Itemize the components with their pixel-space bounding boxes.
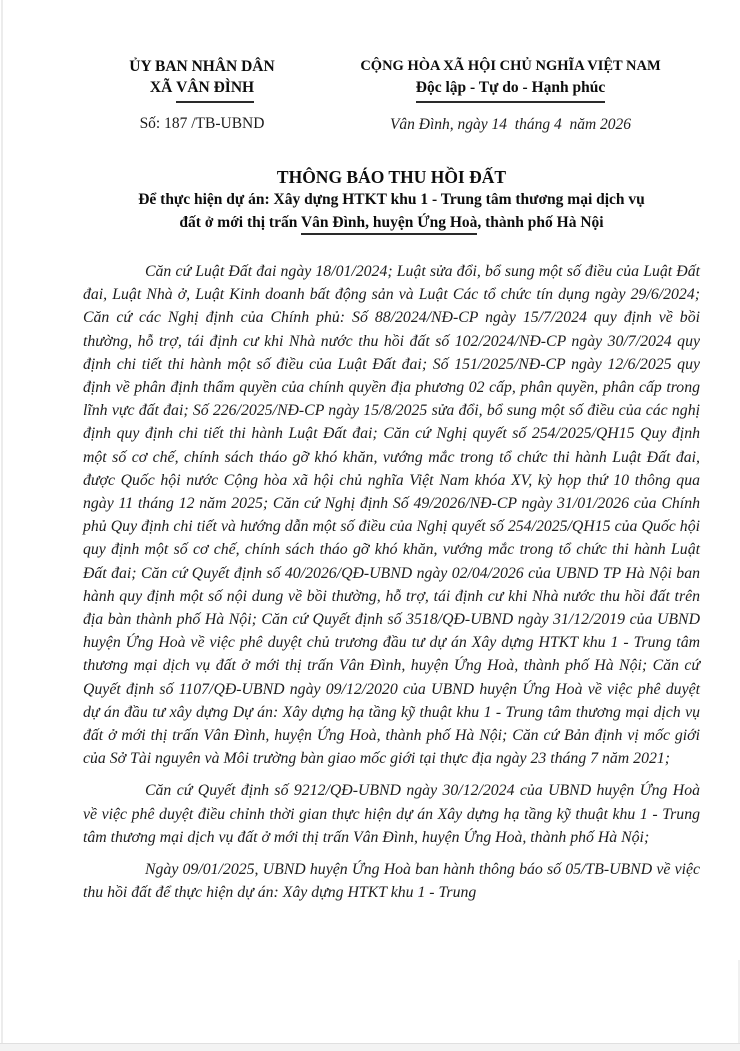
issuing-authority-unit — [83, 77, 321, 98]
document-subtitle-line1: Để thực hiện dự án: Xây dựng HTKT khu 1 - Trung tâm thương mại dịch vụ — [138, 191, 645, 208]
national-motto-line2-wrap — [321, 77, 700, 103]
national-motto-line1: CỘNG HÒA XÃ HỘI CHỦ NGHĨA VIỆT NAM — [360, 58, 661, 74]
national-motto-line2: Độc lập - Tự do - Hạnh phúc — [416, 77, 605, 103]
legal-basis-paragraph: Căn cứ Luật Đất đai ngày 18/01/2024; Luật sửa đổi, bổ sung một số điều của Luật Đất đai, Luật Nhà ở, Luật Kinh doanh bất động sản và Luật Các tổ chức tín dụng ngày 29/6/2024; Căn cứ các Nghị định của Chính phủ: Số 88/2024/NĐ-CP ngày 15/7/2024 quy định về bồi thường, hỗ trợ, tái định cư khi Nhà nước thu hồi đất số 102/2024/NĐ-CP ngày 30/7/2024 quy định chi tiết thi hành một số điều của Luật Đất đai; Số 151/2025/NĐ-CP ngày 12/6/2025 quy định về phân định thẩm quyền của chính quyền địa phương 02 cấp, phân quyền, phân cấp trong lĩnh vực đất đai; Số 226/2025/NĐ-CP ngày 15/8/2025 sửa đổi, bổ sung một số điều của các nghị định quy định chi tiết thi hành Luật Đất đai; Căn cứ Nghị quyết số 254/2025/QH15 Quy định một số cơ chế, chính sách tháo gỡ khó khăn, vướng mắc trong tổ chức thi hành Luật Đất đai, được Quốc hội nước Cộng hòa xã hội chủ nghĩa Việt Nam khóa XV, kỳ họp thứ 10 thông qua ngày 11 tháng 12 năm 2025; Căn cứ Nghị định Số 49/2026/NĐ-CP ngày 31/01/2026 của Chính phủ Quy định chi tiết và hướng dẫn một số điều của Nghị quyết số 254/2025/QH15 của Quốc hội quy định một số cơ chế, chính sách tháo gỡ khó khăn, vướng mắc trong tổ chức thi hành Luật Đất đai; Căn cứ Quyết định số 40/2026/QĐ-UBND ngày 02/04/2026 của UBND TP Hà Nội ban hành quy định một số nội dung về bồi thường, hỗ trợ, tái định cư khi Nhà nước thu hồi đất trên địa bàn thành phố Hà Nội; Căn cứ Quyết định số 3518/QĐ-UBND ngày 31/12/2019 của UBND huyện Ứng Hoà về việc phê duyệt chủ trương đầu tư dự án Xây dựng HTKT khu 1 - Trung tâm thương mại dịch vụ đất ở mới thị trấn Vân Đình, huyện Ứng Hoà, thành phố Hà Nội; Căn cứ Quyết định số 1107/QĐ-UBND ngày 09/12/2020 của UBND huyện Ứng Hoà về việc phê duyệt dự án đầu tư xây dựng Dự án: Xây dựng hạ tầng kỹ thuật khu 1 - Trung tâm thương mại dịch vụ đất ở mới thị trấn Vân Đình, huyện Ứng Hoà, thành phố Hà Nội; Căn cứ Bản định vị mốc giới của Sở Tài nguyên và Môi trường bàn giao mốc giới tại thực địa ngày 23 tháng 7 năm 2021; — [83, 263, 700, 768]
issuing-authority-name: ỦY BAN NHÂN DÂN — [129, 58, 275, 75]
document-subtitle-line2 — [83, 212, 700, 235]
subtitle-location-underlined: Vân Đình, huyện Ứng Hoà — [301, 214, 477, 235]
page-edge-bottom — [0, 1043, 740, 1051]
document-title: THÔNG BÁO THU HỒI ĐẤT — [276, 167, 507, 187]
place-date-line: Vân Đình, ngày 14 tháng 4 năm 2026 — [389, 116, 632, 133]
document-number: Số: 187 /TB-UBND — [139, 115, 265, 132]
page-edge-left — [1, 0, 3, 1044]
subtitle-suffix: , thành phố Hà Nội — [477, 213, 604, 231]
document-content — [83, 56, 700, 913]
unit-prefix: XÃ — [149, 79, 177, 96]
document-title-block — [83, 165, 700, 234]
document-body — [83, 260, 700, 904]
subtitle-prefix: đất ở mới thị trấn — [179, 213, 301, 231]
document-header — [83, 56, 700, 134]
unit-name-underlined: VÂN ĐÌNH — [176, 77, 254, 103]
notice-05-paragraph: Ngày 09/01/2025, UBND huyện Ứng Hoà ban hành thông báo số 05/TB-UBND về việc thu hồi đất để thực hiện dự án: Xây dựng HTKT khu 1 - Trung — [83, 861, 700, 902]
issuing-authority-block — [83, 56, 321, 133]
decision-9212-paragraph: Căn cứ Quyết định số 9212/QĐ-UBND ngày 30/12/2024 của UBND huyện Ứng Hoà về việc phê duyệt điều chỉnh thời gian thực hiện dự án Xây dựng hạ tầng kỹ thuật khu 1 - Trung tâm thương mại dịch vụ đất ở mới thị trấn Vân Đình, huyện Ứng Hoà, thành phố Hà Nội; — [83, 782, 700, 846]
national-header-block — [321, 56, 700, 134]
